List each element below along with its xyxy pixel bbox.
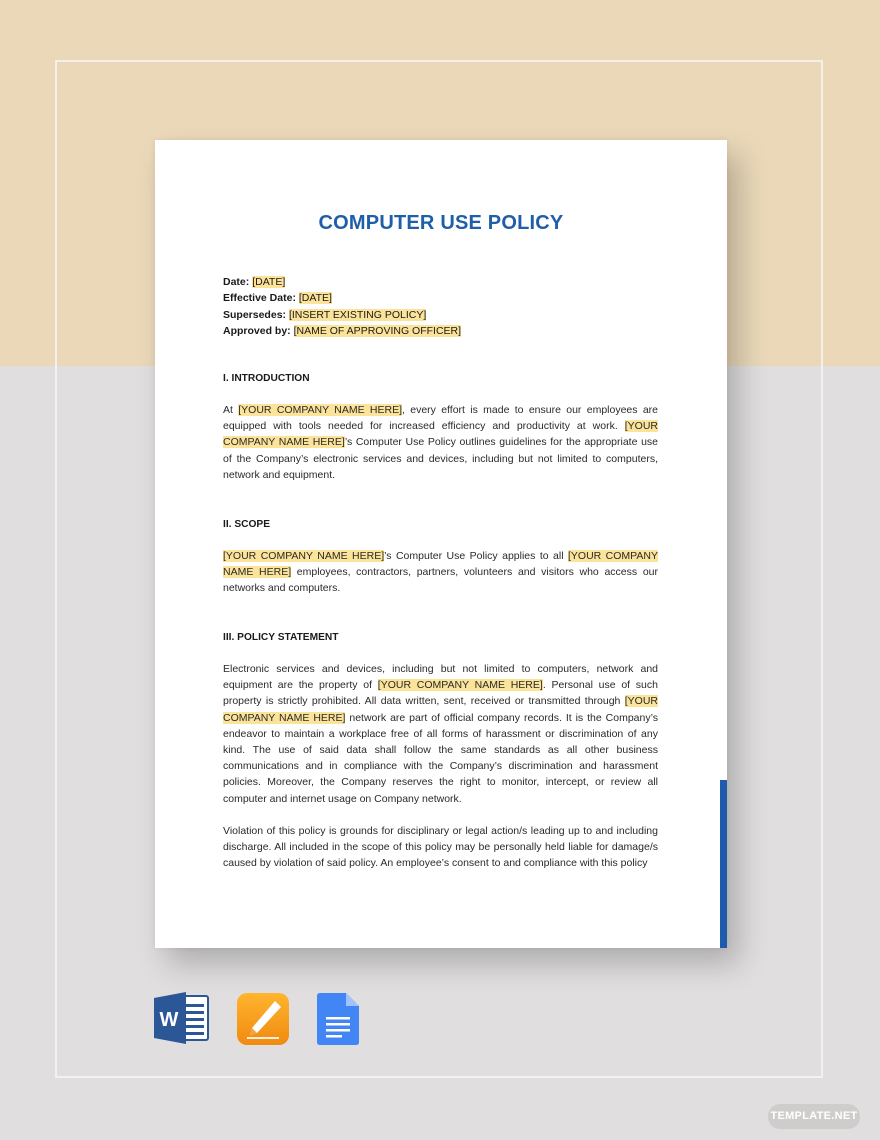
meta-effective-date: Effective Date: [DATE] — [223, 292, 332, 305]
section-heading-introduction: I. INTRODUCTION — [223, 373, 310, 384]
word-icon[interactable] — [154, 992, 210, 1044]
section-heading-policy-statement: III. POLICY STATEMENT — [223, 632, 339, 643]
svg-text:W: W — [159, 1009, 179, 1031]
section-body-introduction: At [YOUR COMPANY NAME HERE], every effort is made to ensure our employees are equipped with tools needed for increased efficiency and productivity at work. [YOUR COMPANY NAME HERE]’s Computer Use Policy outlines guidelines for the appropriate use of the Company’s electronic services and devices, including but not limited to computers, network and equipment. — [223, 404, 658, 481]
document-meta — [223, 274, 461, 339]
accent-bar — [720, 780, 727, 948]
section-body-scope: [YOUR COMPANY NAME HERE]’s Computer Use Policy applies to all [YOUR COMPANY NAME HERE] employees, contractors, partners, volunteers and visitors who access our networks and computers. — [223, 550, 658, 595]
pages-icon[interactable] — [237, 993, 289, 1045]
meta-date: Date: [DATE] — [223, 276, 286, 288]
meta-approved-by: Approved by: [NAME OF APPROVING OFFICER] — [223, 324, 462, 337]
section-heading-scope: II. SCOPE — [223, 519, 270, 530]
meta-supersedes: Supersedes: [INSERT EXISTING POLICY] — [223, 308, 427, 321]
document-title: COMPUTER USE POLICY — [318, 212, 564, 234]
google-docs-icon[interactable] — [317, 993, 359, 1045]
document-page — [155, 140, 727, 948]
brand-badge[interactable]: TEMPLATE.NET — [768, 1104, 860, 1129]
section-body-policy-statement: Electronic services and devices, including but not limited to computers, network and equipment are the property of [YOUR COMPANY NAME HERE]. Personal use of such property is strictly prohibited. All data written, sent, received or transmitted through [YOUR COMPANY NAME HERE] network are part of official company records. It is the Company’s endeavor to maintain a workplace free of all forms of harassment or discrimination of any kind. The use of said data shall follow the same standards as all other business communications and in compliance with the Company’s discrimination and harassment policies. Moreover, the Company reserves the right to monitor, intercept, or review all computer and internet usage on Company network. — [223, 663, 658, 805]
section-body-violation: Violation of this policy is grounds for disciplinary or legal action/s leading up to and including discharge. All included in the scope of this policy may be personally held liable for damage/s caused by violation of said policy. An employee’s consent to and compliance with this policy — [223, 825, 658, 870]
